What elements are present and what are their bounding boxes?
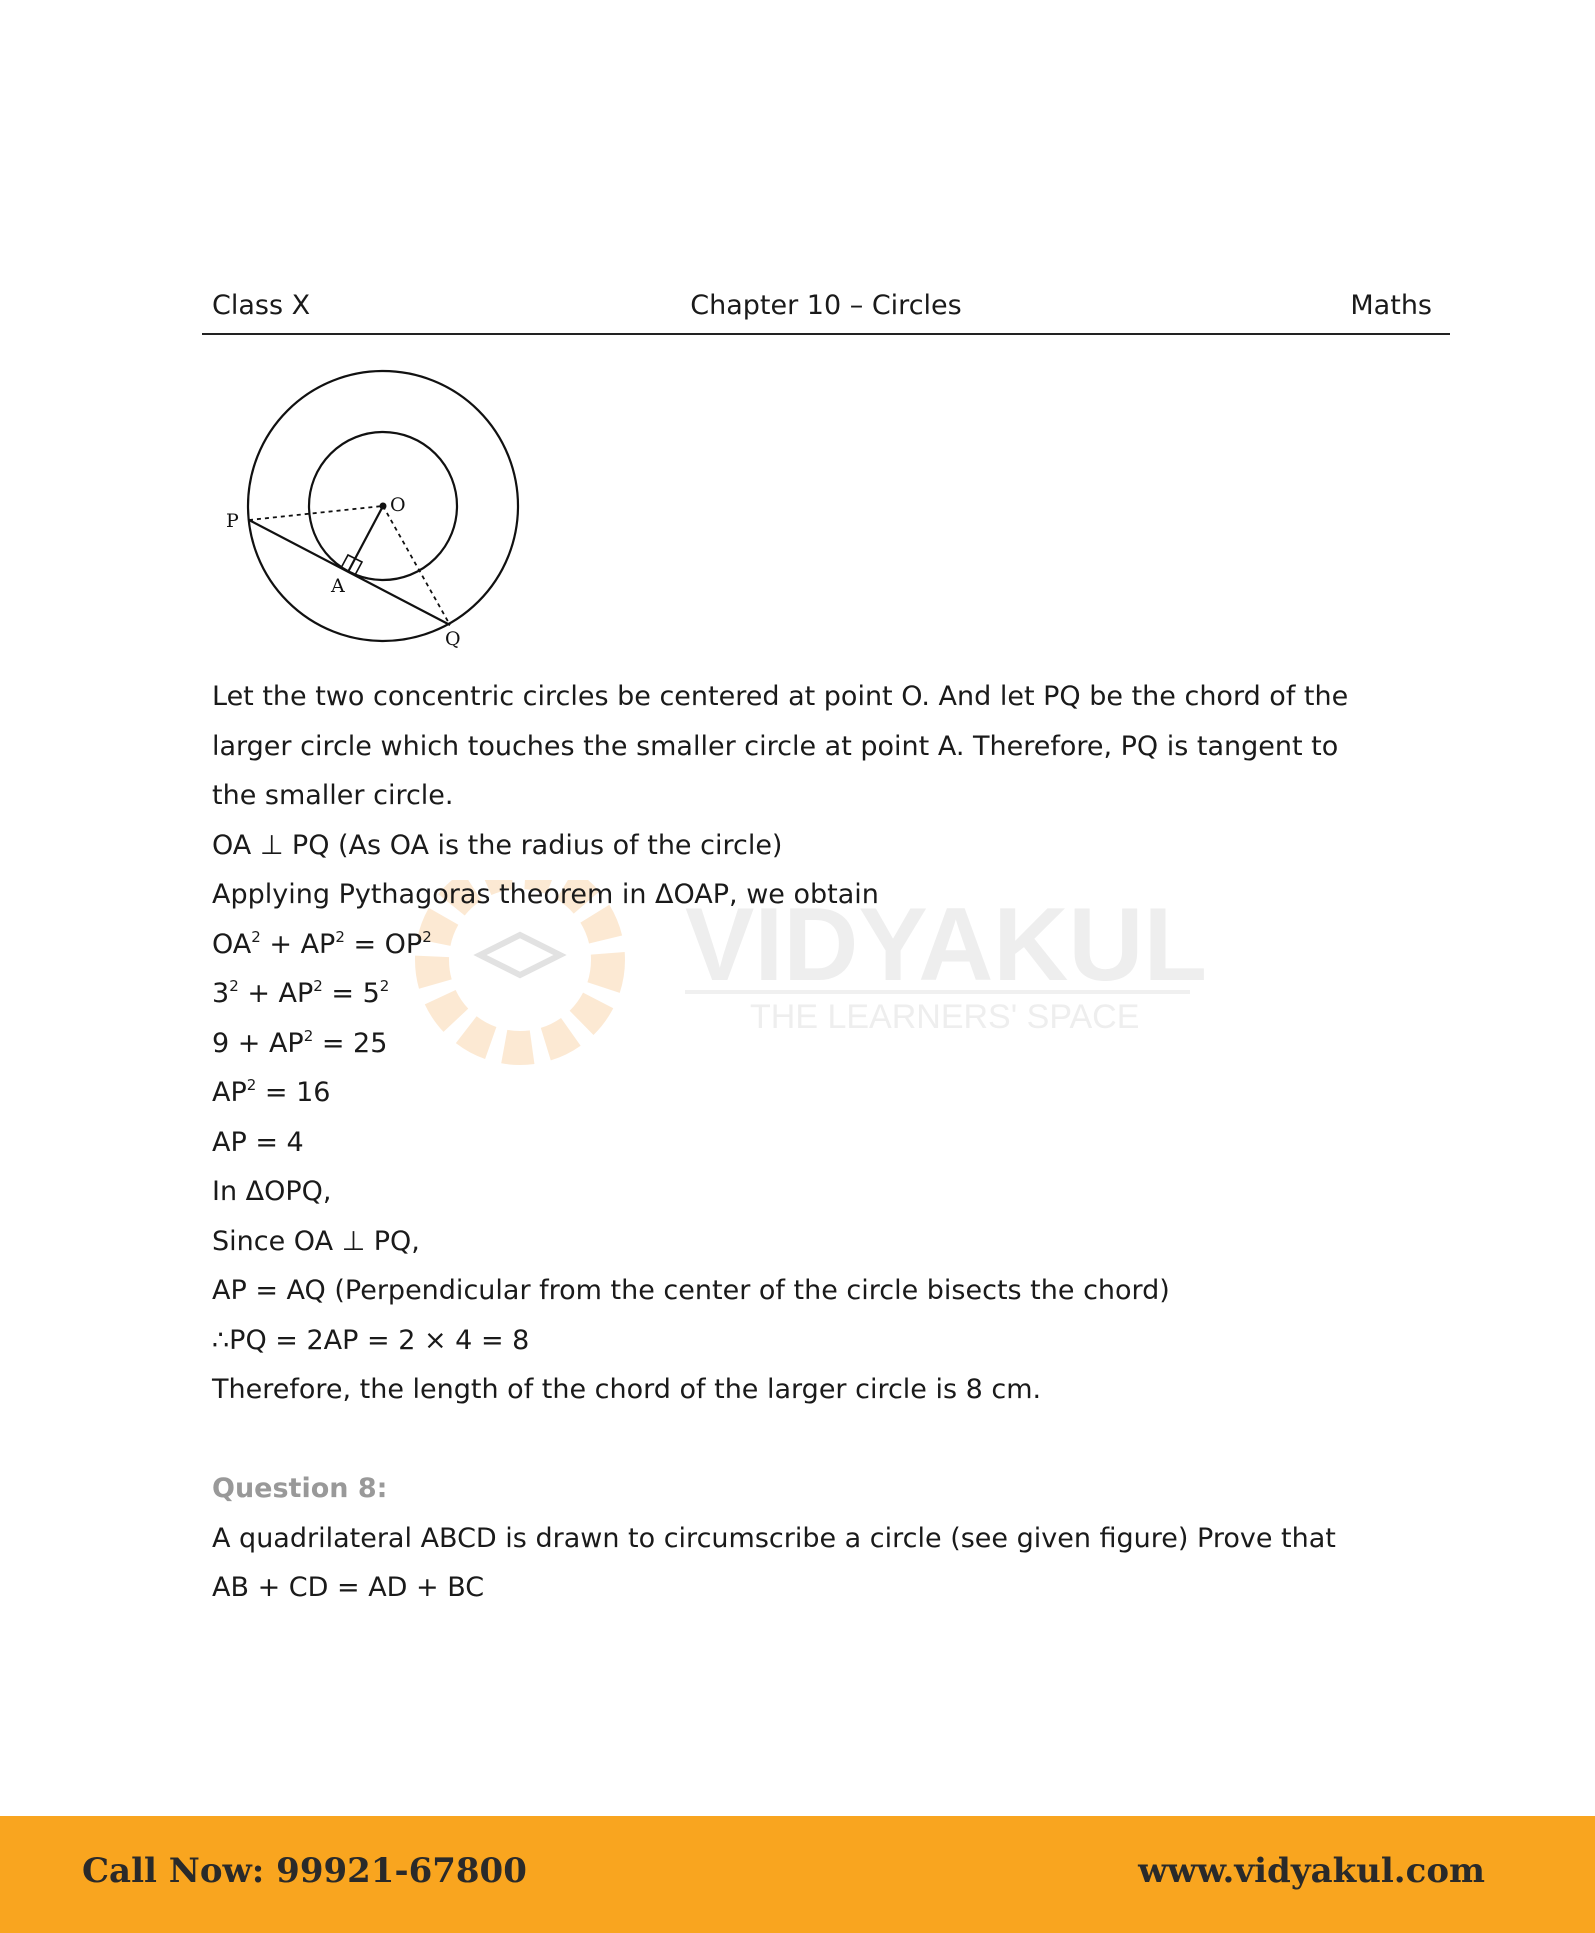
segment-op — [249, 506, 383, 520]
footer-banner — [0, 1816, 1595, 1933]
header-subject: Maths — [1350, 290, 1432, 321]
ap-equals-aq: AP = AQ (Perpendicular from the center of the circle bisects the chord) — [212, 1275, 1170, 1306]
conclusion-line: Therefore, the length of the chord of the larger circle is 8 cm. — [212, 1374, 1042, 1405]
oa-perpendicular-line: OA ⊥ PQ (As OA is the radius of the circle) — [212, 829, 783, 861]
question-line-1: A quadrilateral ABCD is drawn to circumscribe a circle (see given figure) Prove that — [212, 1522, 1336, 1554]
chord-pq — [249, 520, 450, 625]
label-a: A — [331, 575, 345, 597]
concentric-circles-figure — [222, 360, 542, 660]
solution-content — [212, 672, 1452, 1613]
equation-1: $OA^2 + AP^2 = OP^2$ — [212, 927, 432, 960]
since-oa-perp: Since OA ⊥ PQ, — [212, 1225, 420, 1257]
watermark-tagline: THE LEARNERS' SPACE — [750, 998, 1140, 1036]
para-line-2: larger circle which touches the smaller circle at point A. Therefore, PQ is tangent to — [212, 730, 1339, 762]
header-class: Class X — [212, 290, 311, 321]
pq-value: ∴PQ = 2AP = 2 × 4 = 8 — [212, 1324, 530, 1356]
para-line-3: the smaller circle. — [212, 780, 454, 811]
center-point — [380, 503, 387, 510]
watermark-brand: VIDYAKUL — [685, 887, 1208, 1003]
in-triangle-opq: In ΔOPQ, — [212, 1176, 332, 1207]
question-line-2: AB + CD = AD + BC — [212, 1572, 485, 1603]
label-p: P — [226, 510, 239, 532]
label-o: O — [390, 494, 406, 516]
question-title: Question 8: — [212, 1473, 388, 1504]
website-link[interactable]: www.vidyakul.com — [1138, 1851, 1485, 1891]
radius-oa — [348, 506, 383, 572]
page-header — [202, 283, 1450, 335]
header-chapter: Chapter 10 – Circles — [690, 290, 962, 321]
equation-4: $AP^2 = 16$ — [212, 1076, 331, 1108]
applying-pythagoras-line: Applying Pythagoras theorem in ΔOAP, we obtain — [212, 879, 879, 910]
equation-5: AP = 4 — [212, 1126, 304, 1158]
call-now-text: Call Now: 99921-67800 — [82, 1851, 527, 1891]
equation-2: $3^2 + AP^2 = 5^2$ — [212, 977, 390, 1009]
para-line-1: Let the two concentric circles be centered at point O. And let PQ be the chord of the — [212, 681, 1349, 712]
label-q: Q — [445, 628, 461, 650]
equation-3: $9 + AP^2 = 25$ — [212, 1026, 388, 1059]
spacer — [212, 1415, 1452, 1465]
